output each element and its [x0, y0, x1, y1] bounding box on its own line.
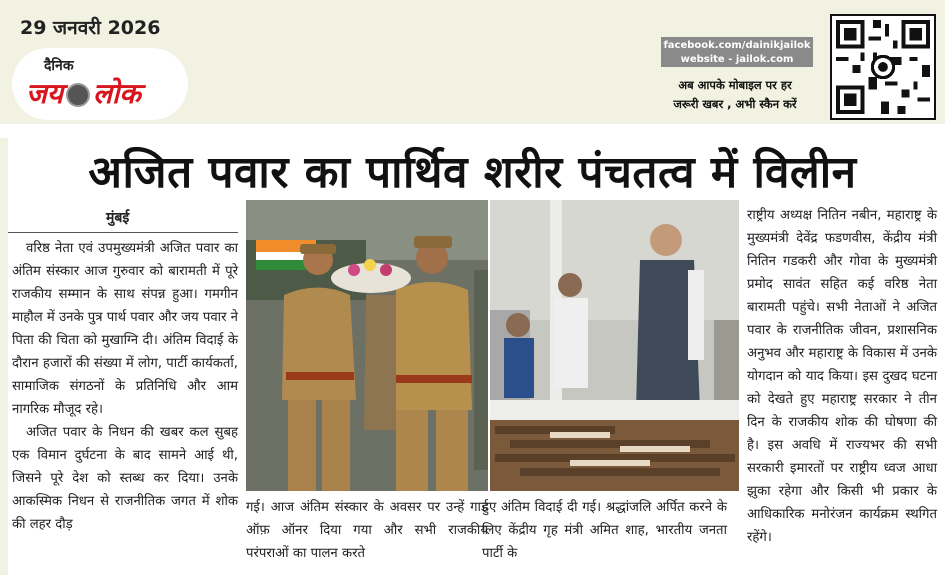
- mobile-promo-line1: अब आपके मोबाइल पर हर: [678, 78, 792, 92]
- column-4-text: राष्ट्रीय अध्यक्ष नितिन नबीन, महाराष्ट्र के मुख्यमंत्री देवेंद्र फडणवीस, केंद्रीय मंत्री नितिन गडकरी और गोवा के मुख्यमंत्री प्रमोद सावंत सहित कई वरिष्ठ नेता बारामती पहुंचे। सभी नेताओं ने अजित पवार के राजनीतिक जीवन, प्रशासनिक अनुभव और महाराष्ट्र के विकास में उनके योगदान को याद किया। इस दुखद घटना को देखते हुए महाराष्ट्र सरकार ने तीन दिन के राजकीय शोक की घोषणा की है। इस अवधि में राज्यभर की सभी सरकारी इमारतों पर राष्ट्रीय ध्वज आधा झुका रहेगा और किसी भी प्रकार के आधिकारिक मनोरंजन कार्यक्रम स्थगित रहेंगे।: [747, 208, 937, 545]
- globe-icon: [66, 83, 90, 107]
- photo-guard-of-honour: [246, 200, 488, 491]
- mobile-promo-line2: जरूरी खबर , अभी स्कैन करें: [673, 97, 797, 111]
- logo-small-text: दैनिक: [44, 58, 74, 74]
- article-column-2: [246, 496, 488, 565]
- dateline-rule: [8, 232, 238, 233]
- left-margin-bar: [0, 138, 8, 575]
- facebook-link[interactable]: facebook.com/dainikjailok: [663, 40, 811, 51]
- mobile-promo: [640, 76, 830, 114]
- issue-date: 29 जनवरी 2026: [20, 17, 161, 39]
- page-headline: अजित पवार का पार्थिव शरीर पंचतत्व में विलीन: [88, 147, 857, 198]
- masthead-divider: [0, 124, 945, 136]
- newspaper-logo[interactable]: [12, 48, 188, 120]
- photo-pyre-tribute: [490, 200, 739, 491]
- website-link[interactable]: website - jailok.com: [680, 54, 794, 65]
- column-3-text: हुए अंतिम विदाई दी गई। श्रद्धांजलि अर्पित करने के लिए केंद्रीय गृह मंत्री अमित शाह, भारतीय जनता पार्टी के: [482, 500, 727, 561]
- masthead: [0, 0, 945, 124]
- logo-word-1: जय: [26, 77, 64, 110]
- qr-code[interactable]: [830, 14, 936, 120]
- paragraph-2: अजित पवार के निधन की खबर कल सुबह एक विमान दुर्घटना के बाद सामने आई थी, जिसने पूरे देश को स्तब्ध कर दिया। उनके आकस्मिक निधन से राजनीतिक जगत में शोक की लहर दौड़: [12, 425, 238, 532]
- article-column-4: [747, 204, 937, 549]
- dateline: मुंबई: [106, 210, 130, 226]
- logo-title: [26, 74, 141, 112]
- column-2-text: गई। आज अंतिम संस्कार के अवसर पर उन्हें गार्ड ऑफ़ ऑनर दिया गया और सभी राजकीय परंपराओं का पालन करते: [246, 500, 488, 561]
- paragraph-1: वरिष्ठ नेता एवं उपमुख्यमंत्री अजित पवार का अंतिम संस्कार आज गुरुवार को बारामती में पूरे राजकीय सम्मान के साथ संपन्न हुआ। गमगीन माहौल में उनके पुत्र पार्थ पवार और जय पवार ने पिता की चिता को मुखाग्नि दी। अंतिम विदाई के दौरान हजारों की संख्या में लोग, पार्टी कार्यकर्ता, सामाजिक संगठनों के प्रतिनिधि और आम नागरिक मौजूद रहे।: [12, 241, 238, 417]
- logo-word-2: लोक: [93, 77, 141, 110]
- article-column-1: [12, 237, 238, 536]
- article-column-3: [482, 496, 727, 565]
- social-links-box[interactable]: [661, 37, 813, 67]
